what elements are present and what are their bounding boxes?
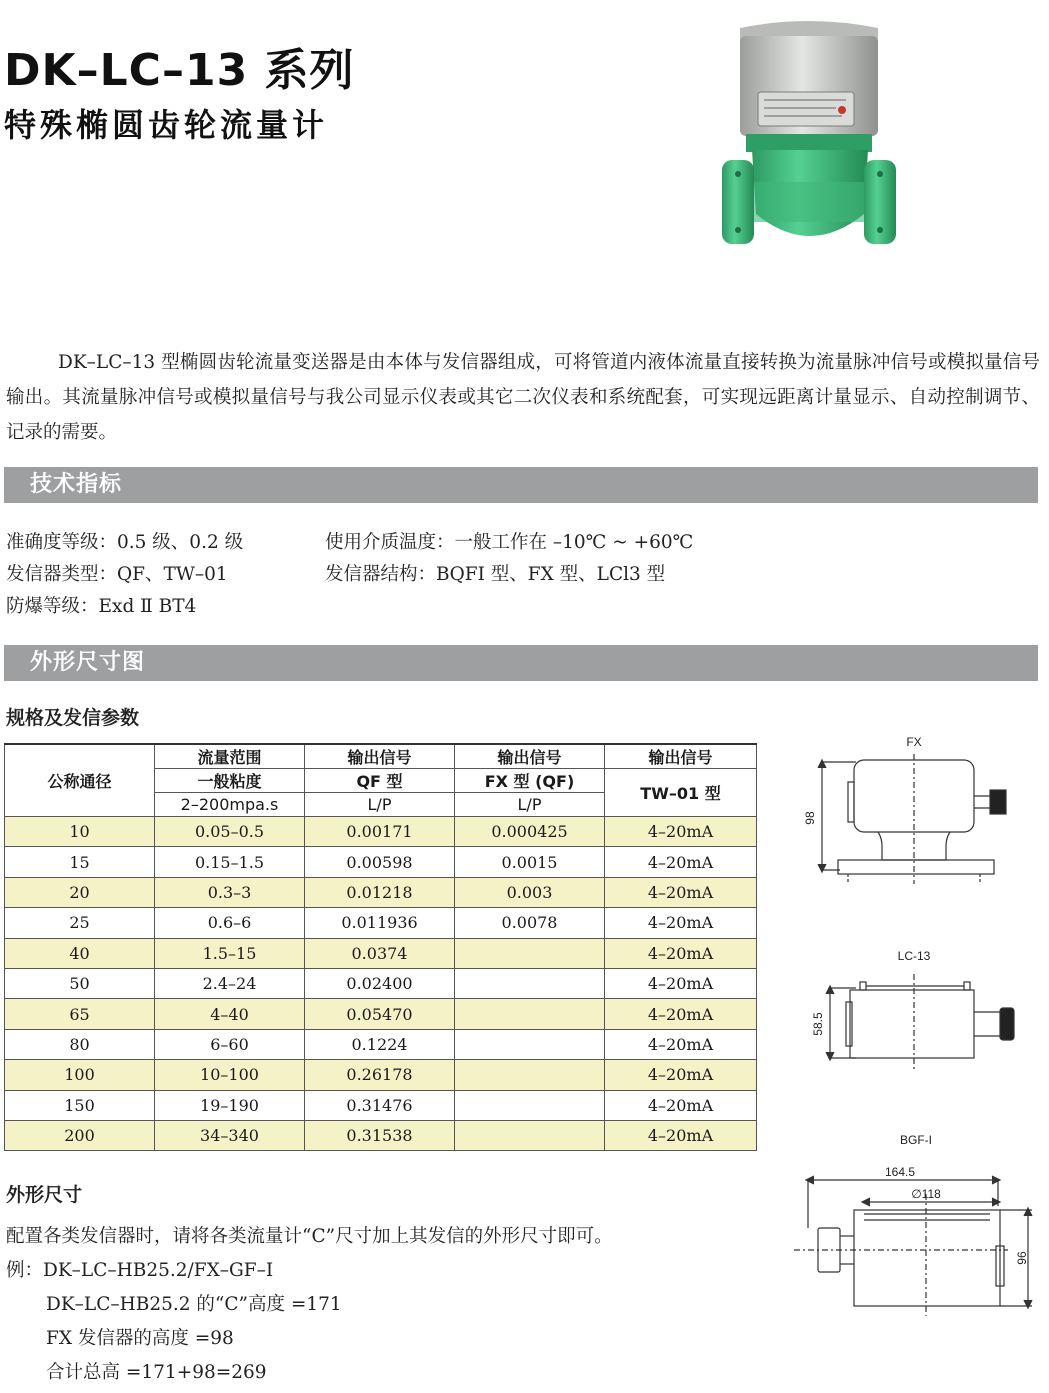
cell-flow-range: 0.15–1.5 <box>155 847 305 877</box>
col-output-tw: 输出信号 <box>605 744 757 769</box>
fx-drawing-label: FX <box>906 735 922 749</box>
cell-fx <box>455 1120 605 1150</box>
lc13-sender-drawing <box>806 946 1026 1076</box>
cell-flow-range: 0.05–0.5 <box>155 817 305 847</box>
cell-diameter: 10 <box>5 817 155 847</box>
cell-fx <box>455 968 605 998</box>
bgf-height-dimension: 96 <box>1015 1251 1029 1265</box>
cell-tw: 4–20mA <box>605 938 757 968</box>
cell-fx <box>455 999 605 1029</box>
col-output-qf-type: QF 型 <box>305 769 455 793</box>
lc13-height-dimension: 58.5 <box>811 1012 825 1036</box>
cell-flow-range: 4–40 <box>155 999 305 1029</box>
intro-paragraph: DK–LC–13 型椭圆齿轮流量变送器是由本体与发信器组成，可将管道内液体流量直接转换为流量脉冲信号或模拟量信号输出。其流量脉冲信号或模拟量信号与我公司显示仪表或其它二次仪表和系统配套，可实现远距离计量显示、自动控制调节、记录的需要。 <box>6 352 1040 443</box>
cell-qf: 0.02400 <box>305 968 455 998</box>
cell-qf: 0.011936 <box>305 908 455 938</box>
cell-diameter: 100 <box>5 1060 155 1090</box>
page-title: DK–LC–13 系列 <box>4 45 355 96</box>
cell-flow-range: 19–190 <box>155 1090 305 1120</box>
table-row <box>5 817 757 847</box>
col-output-fx-type: FX 型 (QF) <box>455 769 605 793</box>
cell-flow-range: 0.6–6 <box>155 908 305 938</box>
cell-fx <box>455 1090 605 1120</box>
cell-fx: 0.000425 <box>455 817 605 847</box>
cell-tw: 4–20mA <box>605 1060 757 1090</box>
table-row <box>5 938 757 968</box>
dimensions-line-fx-height: FX 发信器的高度 =98 <box>46 1328 234 1349</box>
dimensions-line-c-height: DK–LC–HB25.2 的“C”高度 =171 <box>46 1294 342 1315</box>
fx-sender-drawing <box>800 730 1020 890</box>
cell-diameter: 40 <box>5 938 155 968</box>
cell-diameter: 150 <box>5 1090 155 1120</box>
cell-flow-range: 34–340 <box>155 1120 305 1150</box>
cell-flow-range: 0.3–3 <box>155 877 305 907</box>
col-flow-range: 流量范围 <box>155 744 305 769</box>
cell-qf: 0.26178 <box>305 1060 455 1090</box>
cell-diameter: 25 <box>5 908 155 938</box>
cell-fx <box>455 1060 605 1090</box>
cell-tw: 4–20mA <box>605 847 757 877</box>
fx-height-dimension: 98 <box>803 811 817 825</box>
spec-temperature: 使用介质温度：一般工作在 –10℃ ~ +60℃ <box>325 532 694 553</box>
cell-diameter: 200 <box>5 1120 155 1150</box>
table-row <box>5 999 757 1029</box>
spec-table <box>4 743 757 1151</box>
table-row <box>5 908 757 938</box>
cell-tw: 4–20mA <box>605 999 757 1029</box>
cell-diameter: 80 <box>5 1029 155 1059</box>
spec-explosion-rating: 防爆等级：Exd Ⅱ BT4 <box>6 596 197 617</box>
bgf-diameter-dimension: ∅118 <box>911 1187 941 1201</box>
spec-sender-structure: 发信器结构：BQFI 型、FX 型、LCl3 型 <box>325 564 666 585</box>
table-row <box>5 1029 757 1059</box>
cell-flow-range: 2.4–24 <box>155 968 305 998</box>
flowmeter-product-image <box>718 14 898 276</box>
cell-qf: 0.00171 <box>305 817 455 847</box>
cell-diameter: 65 <box>5 999 155 1029</box>
dimensions-example: 例：DK–LC–HB25.2/FX–GF–I <box>6 1260 274 1281</box>
lc13-drawing-label: LC-13 <box>897 949 931 963</box>
cell-fx: 0.0015 <box>455 847 605 877</box>
cell-diameter: 50 <box>5 968 155 998</box>
cell-qf: 0.05470 <box>305 999 455 1029</box>
section-outline-drawing: 外形尺寸图 <box>4 645 1038 681</box>
bgf-width-dimension: 164.5 <box>884 1165 916 1179</box>
table-row <box>5 1120 757 1150</box>
bgf-sender-drawing <box>788 1128 1038 1328</box>
cell-flow-range: 10–100 <box>155 1060 305 1090</box>
cell-qf: 0.00598 <box>305 847 455 877</box>
col-output-tw-type: TW–01 型 <box>605 769 757 817</box>
col-viscosity: 一般粘度 <box>155 769 305 793</box>
cell-tw: 4–20mA <box>605 817 757 847</box>
cell-diameter: 15 <box>5 847 155 877</box>
table-row <box>5 847 757 877</box>
cell-qf: 0.31476 <box>305 1090 455 1120</box>
bgf-drawing-label: BGF-I <box>900 1133 932 1147</box>
cell-qf: 0.31538 <box>305 1120 455 1150</box>
cell-tw: 4–20mA <box>605 1120 757 1150</box>
spec-accuracy: 准确度等级：0.5 级、0.2 级 <box>6 532 244 553</box>
section-tech-specs: 技术指标 <box>4 467 1038 503</box>
col-output-qf: 输出信号 <box>305 744 455 769</box>
dimensions-line-total: 合计总高 =171+98=269 <box>46 1362 267 1383</box>
cell-fx <box>455 938 605 968</box>
cell-tw: 4–20mA <box>605 968 757 998</box>
cell-qf: 0.01218 <box>305 877 455 907</box>
table-row <box>5 1090 757 1120</box>
cell-tw: 4–20mA <box>605 1090 757 1120</box>
col-output-qf-unit: L/P <box>305 793 455 817</box>
cell-qf: 0.1224 <box>305 1029 455 1059</box>
dimensions-note: 配置各类发信器时，请将各类流量计“C”尺寸加上其发信的外形尺寸即可。 <box>6 1226 613 1247</box>
table-row <box>5 968 757 998</box>
cell-tw: 4–20mA <box>605 877 757 907</box>
spec-sender-type: 发信器类型：QF、TW–01 <box>6 564 228 585</box>
col-viscosity-range: 2–200mpa.s <box>155 793 305 817</box>
table-row <box>5 877 757 907</box>
col-output-fx-unit: L/P <box>455 793 605 817</box>
cell-fx: 0.0078 <box>455 908 605 938</box>
dimensions-title: 外形尺寸 <box>6 1184 83 1206</box>
cell-flow-range: 1.5–15 <box>155 938 305 968</box>
cell-tw: 4–20mA <box>605 1029 757 1059</box>
cell-tw: 4–20mA <box>605 908 757 938</box>
cell-fx <box>455 1029 605 1059</box>
cell-qf: 0.0374 <box>305 938 455 968</box>
cell-flow-range: 6–60 <box>155 1029 305 1059</box>
cell-fx: 0.003 <box>455 877 605 907</box>
table-row <box>5 1060 757 1090</box>
page-subtitle: 特殊椭圆齿轮流量计 <box>4 106 329 144</box>
table-title: 规格及发信参数 <box>6 707 140 729</box>
cell-diameter: 20 <box>5 877 155 907</box>
col-output-fx: 输出信号 <box>455 744 605 769</box>
col-nominal-diameter: 公称通径 <box>5 744 155 817</box>
